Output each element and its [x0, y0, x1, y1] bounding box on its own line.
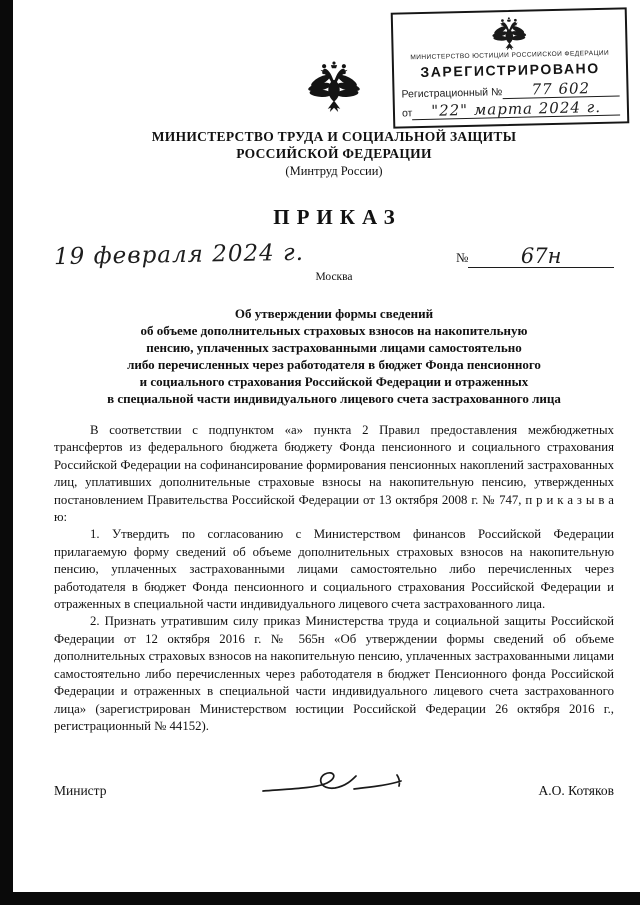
paragraph-item-2: 2. Признать утратившим силу приказ Министерства труда и социальной защиты Российской Федерации от 12 октября 2016 г. № 565н «Об утверждении формы сведений об объеме дополнительных страховых взносов на накопительную пенсию, уплаченных застрахованными лицами самостоятельно либо перечисленных через работодателя в бюджет Пенсионного фонда Российской Федерации и отраженных в специальной части индивидуального лицевого счета застрахованного лица» (зарегистрирован Министерством юстиции Российской Федерации 26 октября 2016 г., регистрационный № 44152). — [54, 614, 614, 733]
document-title — [54, 305, 614, 407]
signature-block — [54, 765, 614, 799]
stamp-reg-number-value: 77 602 — [531, 79, 591, 99]
scan-edge-bottom — [0, 892, 640, 905]
title-line: и социального страхования Российской Федерации и отраженных — [139, 374, 529, 389]
order-date-handwritten: 19 февраля 2024 г. — [53, 239, 305, 271]
signer-name: А.О. Котяков — [538, 783, 614, 799]
stamp-date-label: от — [401, 107, 413, 120]
justice-registration-stamp — [391, 7, 630, 128]
order-type-heading: ПРИКАЗ — [273, 205, 402, 229]
title-line: либо перечисленных через работодателя в бюджет Фонда пенсионного — [127, 357, 541, 372]
scan-edge-left — [0, 0, 13, 905]
stamp-registered-label: ЗАРЕГИСТРИРОВАНО — [420, 59, 600, 81]
minister-signature — [194, 765, 474, 799]
paragraph-preamble: В соответствии с подпунктом «а» пункта 2 Правил предоставления межбюджетных трансфертов из федерального бюджета бюджету Фонда пенсионного и социального страхования Российской Федерации на софинансирование формирования пенсионных накоплений застрахованных лиц, уплативших дополнительные страховые взносы на накопительную пенсию, утвержденных постановлением Правительства Российской Федерации от 13 октября 2008 г. № 747, п р и к а з ы в а ю: — [54, 423, 614, 525]
order-number — [456, 246, 614, 268]
title-line: об объеме дополнительных страховых взносов на накопительную — [140, 323, 528, 338]
stamp-date-value: "22" марта 2024 г. — [431, 97, 602, 120]
title-line: в специальной части индивидуального лицевого счета застрахованного лица — [107, 391, 561, 406]
stamp-registration-date-line — [401, 97, 620, 121]
order-place: Москва — [315, 271, 353, 283]
ministry-name-line1: МИНИСТЕРСТВО ТРУДА И СОЦИАЛЬНОЙ ЗАЩИТЫ — [151, 129, 517, 144]
paragraph-item-1: 1. Утвердить по согласованию с Министерством финансов Российской Федерации прилагаемую форму сведений об объеме дополнительных страховых взносов на накопительную пенсию, уплаченных застрахованными лицами самостоятельно либо перечисленных через работодателя в бюджет Фонда пенсионного и социального страхования Российской Федерации и отраженных в специальной части индивидуального лицевого счета застрахованного лица. — [54, 527, 614, 612]
issuing-ministry-header — [54, 128, 614, 179]
ministry-name-line2: РОССИЙСКОЙ ФЕДЕРАЦИИ — [236, 146, 432, 161]
document-body — [54, 422, 614, 735]
ministry-short-name: (Минтруд России) — [285, 164, 383, 178]
order-number-value: 67н — [520, 244, 562, 268]
order-number-label: № — [456, 250, 469, 265]
stamp-reg-number-label: Регистрационный № — [401, 86, 503, 101]
signer-position: Министр — [54, 783, 107, 799]
order-meta-row — [53, 232, 614, 271]
stamp-ministry-line: МИНИСТЕРСТВО ЮСТИЦИИ РОССИЙСКОЙ ФЕДЕРАЦИИ — [410, 49, 610, 62]
title-line: Об утверждении формы сведений — [234, 306, 434, 321]
justice-coat-of-arms-icon — [400, 15, 619, 54]
title-line: пенсию, уплаченных застрахованными лицами самостоятельно — [146, 340, 522, 355]
